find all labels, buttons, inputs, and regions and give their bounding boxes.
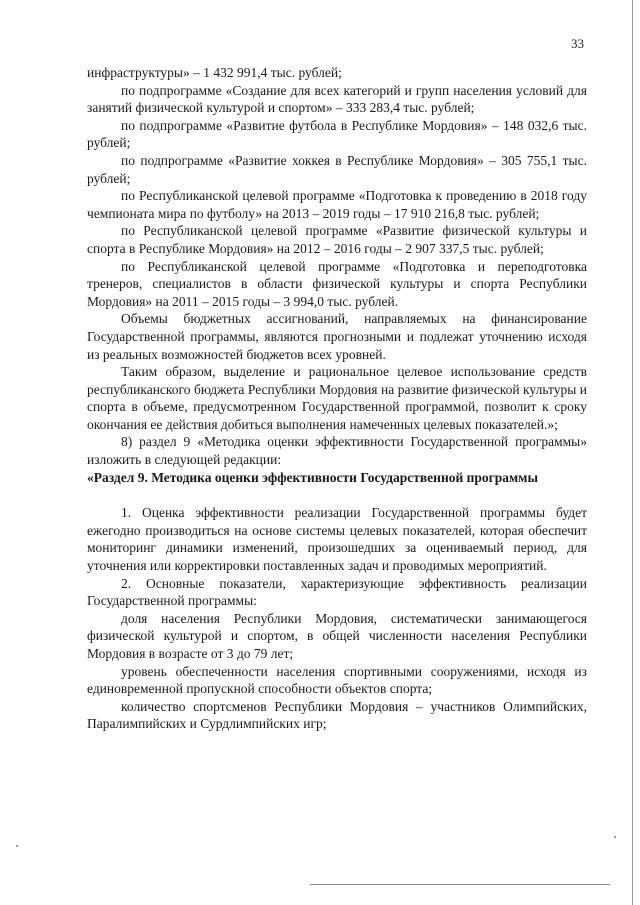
- spacer: [87, 486, 587, 504]
- scan-speck: [16, 845, 18, 847]
- paragraph: по подпрограмме «Создание для всех категорий и групп населения условий для занятий физической культурой и спортом» – 333 283,4 тыс. рублей;: [87, 82, 587, 116]
- page-number: 33: [571, 36, 584, 51]
- paragraph: Объемы бюджетных ассигнований, направляемых на финансирование Государственной программы, являются прогнозными и подлежат уточнению исходя из реальных возможностей бюджетов всех уровней.: [87, 311, 587, 362]
- paragraph: инфраструктуры» – 1 432 991,4 тыс. рублей;: [87, 65, 342, 80]
- paragraph: по Республиканской целевой программе «Развитие физической культуры и спорта в Республике Мордовия» на 2012 – 2016 годы – 2 907 337,5 тыс. рублей;: [87, 223, 587, 256]
- page-edge-line: [632, 0, 633, 905]
- footer-rule: [310, 884, 610, 885]
- document-body: [87, 64, 587, 733]
- paragraph: количество спортсменов Республики Мордовия – участников Олимпийских, Паралимпийских и Сурдлимпийских игр;: [87, 698, 587, 732]
- paragraph: доля населения Республики Мордовия, систематически занимающегося физической культурой и спортом, в общей численности населения Республики Мордовия в возрасте от 3 до 79 лет;: [87, 610, 587, 661]
- section-heading: «Раздел 9. Методика оценки эффективности Государственной программы: [87, 469, 538, 485]
- paragraph: 1. Оценка эффективности реализации Государственной программы будет ежегодно производиться на основе системы целевых показателей, которая обеспечит мониторинг динамики изменений, произошедших за оцениваемый период, для уточнения или корректировки поставленных задач и проводимых мероприятий.: [87, 505, 587, 574]
- paragraph: 2. Основные показатели, характеризующие эффективность реализации Государственной программы:: [87, 575, 587, 609]
- paragraph: по подпрограмме «Развитие футбола в Республике Мордовия» – 148 032,6 тыс. рублей;: [87, 117, 587, 151]
- scan-speck: [614, 836, 616, 838]
- paragraph: по подпрограмме «Развитие хоккея в Республике Мордовия» – 305 755,1 тыс. рублей;: [87, 152, 587, 186]
- paragraph: уровень обеспеченности населения спортивными сооружениями, исходя из единовременной пропускной способности объектов спорта;: [87, 663, 587, 697]
- paragraph: 8) раздел 9 «Методика оценки эффективности Государственной программы» изложить в следующей редакции:: [87, 434, 587, 468]
- paragraph: по Республиканской целевой программе «Подготовка к проведению в 2018 году чемпионата мира по футболу» на 2013 – 2019 годы – 17 910 216,8 тыс. рублей;: [87, 188, 587, 221]
- paragraph: Таким образом, выделение и рациональное целевое использование средств республиканского бюджета Республики Мордовия на развитие физической культуры и спорта в объеме, предусмотренном Государственной программой, позволит к сроку окончания ее действия добиться выполнения намеченных целевых показателей.»;: [87, 364, 587, 432]
- paragraph: по Республиканской целевой программе «Подготовка и переподготовка тренеров, специалистов в области физической культуры и спорта Республики Мордовия» на 2011 – 2015 годы – 3 994,0 тыс. рублей.: [87, 258, 587, 309]
